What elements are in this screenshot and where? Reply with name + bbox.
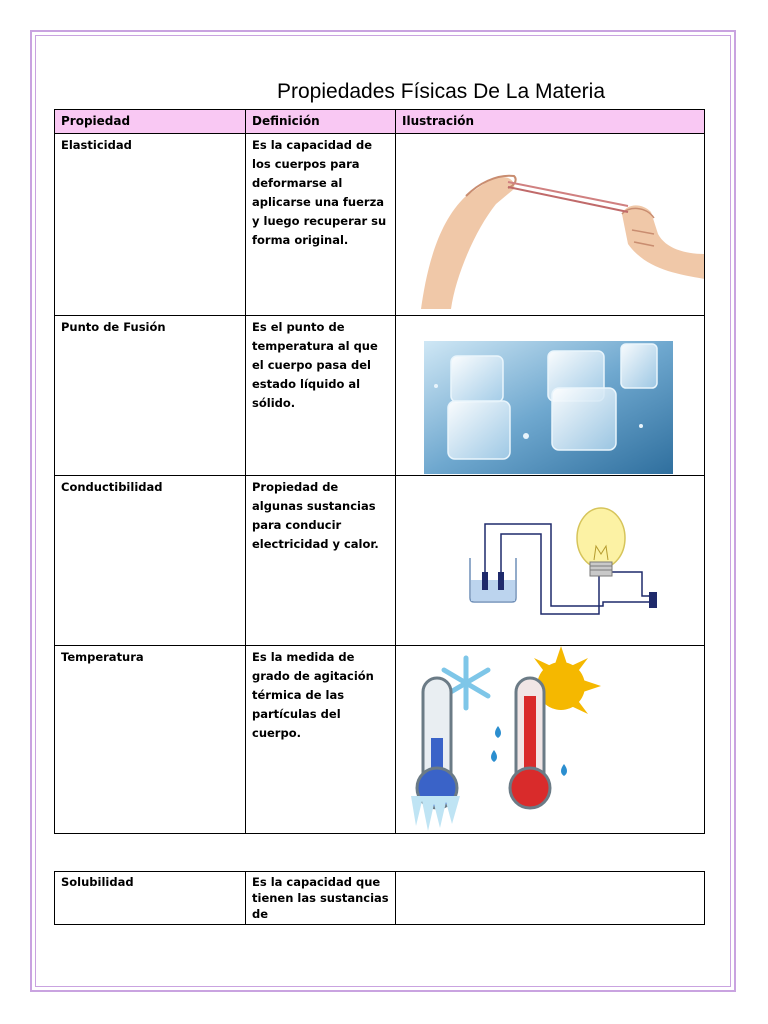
table-row	[55, 646, 705, 834]
illustration-cell	[396, 134, 705, 316]
illustration-cell	[396, 646, 705, 834]
header-illustration: Ilustración	[396, 110, 705, 134]
table-row	[55, 316, 705, 476]
property-cell: Conductibilidad	[55, 476, 246, 646]
illustration-cell	[396, 316, 705, 476]
ice-cubes-icon	[396, 316, 705, 474]
circuit-bulb-icon	[396, 476, 705, 644]
stretched-rubber-band-icon	[396, 134, 705, 314]
table-row	[55, 872, 705, 925]
definition-cell: Propiedad de algunas sustancias para conducir electricidad y calor.	[246, 476, 396, 646]
table-header-row	[55, 110, 705, 134]
property-cell: Solubilidad	[55, 872, 246, 925]
table-row	[55, 134, 705, 316]
property-cell: Temperatura	[55, 646, 246, 834]
thermometers-icon	[396, 646, 705, 832]
table-row	[55, 476, 705, 646]
definition-cell: Es la medida de grado de agitación térmica de las partículas del cuerpo.	[246, 646, 396, 834]
property-cell: Punto de Fusión	[55, 316, 246, 476]
illustration-cell	[396, 872, 705, 925]
header-property: Propiedad	[55, 110, 246, 134]
properties-table	[54, 109, 705, 834]
definition-cell: Es la capacidad que tienen las sustancias de	[246, 872, 396, 925]
illustration-cell	[396, 476, 705, 646]
header-definition: Definición	[246, 110, 396, 134]
solubility-table	[54, 871, 705, 925]
definition-cell: Es el punto de temperatura al que el cuerpo pasa del estado líquido al sólido.	[246, 316, 396, 476]
property-cell: Elasticidad	[55, 134, 246, 316]
definition-cell: Es la capacidad de los cuerpos para deformarse al aplicarse una fuerza y luego recuperar su forma original.	[246, 134, 396, 316]
document-title: Propiedades Físicas De La Materia	[277, 80, 605, 103]
